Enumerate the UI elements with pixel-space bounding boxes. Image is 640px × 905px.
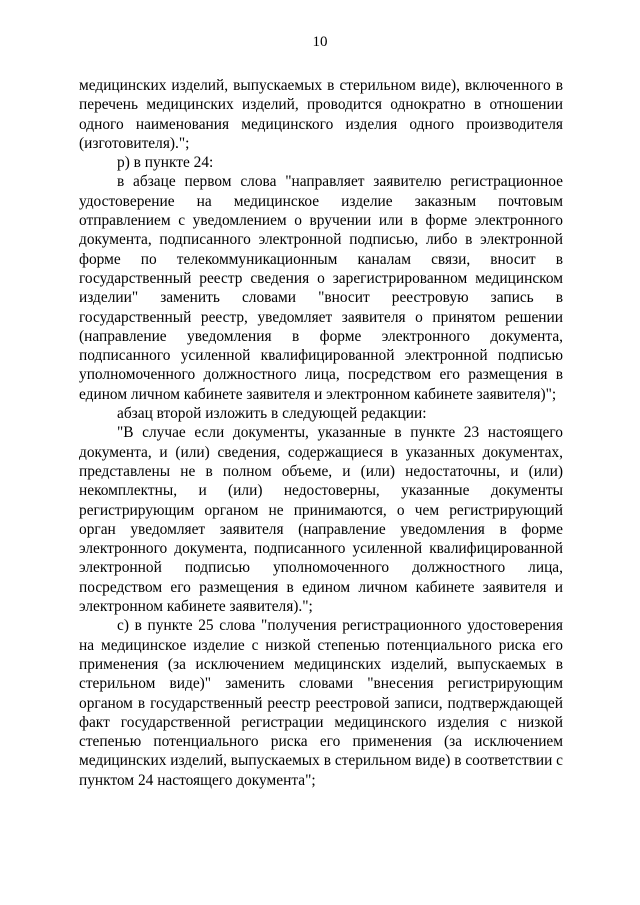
paragraph-first-abzac-change: в абзаце первом слова "направляет заявителю регистрационное удостоверение на медицинское изделие заказным почтовым отправлением с уведомлением о вручении или в форме электронного документа, подписанного электронной подписью, либо в электронной форме по телекоммуникационным каналам связи, вносит в государственный реестр сведения о зарегистрированном медицинском изделии" заменить словами "вносит реестровую запись в государственный реестр, уведомляет заявителя о принятом решении (направление уведомления в форме электронного документа, подписанного усиленной квалифицированной электронной подписью уполномоченного должностного лица, посредством его размещения в едином личном кабинете заявителя и электронном кабинете заявителя)"; (79, 173, 563, 403)
page-number: 10 (312, 34, 328, 50)
paragraph-second-abzac-intro: абзац второй изложить в следующей редакции: (117, 405, 427, 423)
paragraph-continuation: медицинских изделий, выпускаемых в стерильном виде), включенного в перечень медицинских изделий, проводится однократно в отношении одного наименования медицинского изделия одного производителя (изготовителя)."; (79, 77, 563, 152)
paragraph-quoted-text: "В случае если документы, указанные в пункте 23 настоящего документа, и (или) сведения, содержащиеся в указанных документах, представлены не в полном объеме, и (или) недостаточны, и (или) некомплектны, и (или) недостоверны, указанные документы регистрирующим органом не принимаются, о чем регистрирующий орган уведомляет заявителя (направление уведомления в форме электронного документа, подписанного усиленной квалифицированной электронной подписью уполномоченного должностного лица, посредством его размещения в едином личном кабинете заявителя и электронном кабинете заявителя)."; (79, 424, 563, 616)
document-body (79, 76, 563, 790)
paragraph-item-s: с) в пункте 25 слова "получения регистрационного удостоверения на медицинское изделие с низкой степенью потенциального риска его применения (за исключением медицинских изделий, выпускаемых в стерильном виде)" заменить словами "внесения регистрирующим органом в государственный реестр реестровой записи, подтверждающей факт государственной регистрации медицинского изделия с низкой степенью потенциального риска его применения (за исключением медицинских изделий, выпускаемых в стерильном виде) в соответствии с пунктом 24 настоящего документа"; (79, 617, 563, 789)
paragraph-item-r: р) в пункте 24: (117, 154, 214, 172)
